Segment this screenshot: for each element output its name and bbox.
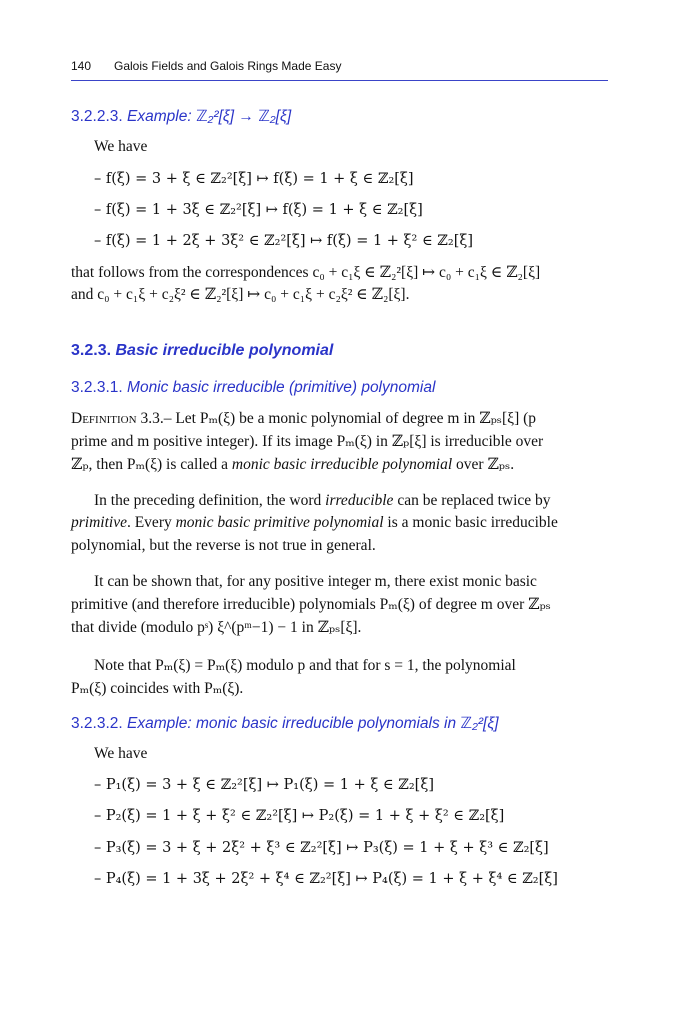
- paragraph-3-line-2: Pₘ(ξ) coincides with Pₘ(ξ).: [71, 680, 244, 697]
- subsection-3231-number: 3.2.3.1.: [71, 379, 123, 396]
- definition-line-2: prime and m positive integer). If its image Pₘ(ξ) in ℤₚ[ξ] is irreducible over: [71, 433, 544, 450]
- paragraph-1-term-primitive: primitive: [71, 514, 127, 531]
- section-323-number: 3.2.3.: [71, 342, 112, 359]
- example-3223-number: 3.2.2.3.: [71, 108, 123, 125]
- book-title: Galois Fields and Galois Rings Made Easy: [114, 59, 342, 73]
- paragraph-1-line-1: [94, 491, 551, 511]
- paragraph-1-term-irreducible: irreducible: [325, 492, 394, 509]
- example-3223-intro: We have: [94, 138, 148, 155]
- paragraph-1-text-a: In the preceding definition, the word: [94, 492, 326, 509]
- example-3223-follow-2: and c₀ + c₁ξ + c₂ξ² ∈ ℤ₂²[ξ] ↦ c₀ + c₁ξ + c₂ξ² ∈ ℤ₂[ξ].: [71, 286, 410, 303]
- example-3232-item-4: – P₄(ξ) = 1 + 3ξ + 2ξ² + ξ⁴ ∈ ℤ₂²[ξ] ↦ P₄(ξ) = 1 + ξ + ξ⁴ ∈ ℤ₂[ξ]: [94, 871, 558, 887]
- paragraph-1-text-d: is a monic basic irreducible: [383, 514, 558, 531]
- section-323-heading: [71, 341, 333, 361]
- example-3232-intro: We have: [94, 745, 148, 762]
- paragraph-2-line-1: It can be shown that, for any positive integer m, there exist monic basic: [94, 573, 537, 590]
- paragraph-1-text-b: can be replaced twice by: [393, 492, 551, 509]
- example-3223-item-1: – f(ξ) = 3 + ξ ∈ ℤ₂²[ξ] ↦ f(ξ) = 1 + ξ ∈ ℤ₂[ξ]: [94, 171, 414, 187]
- paragraph-1-line-2: [71, 513, 558, 533]
- definition-line-1: [71, 409, 536, 429]
- page-number: 140: [71, 59, 92, 73]
- definition-label: Definition: [71, 410, 137, 427]
- example-3232-heading: [71, 714, 499, 734]
- example-3232-title: Example: monic basic irreducible polynomials in ℤ₂²[ξ]: [127, 715, 499, 732]
- paragraph-1-line-3: polynomial, but the reverse is not true in general.: [71, 537, 376, 554]
- paragraph-1-term-monic-basic-primitive: monic basic primitive polynomial: [175, 514, 384, 531]
- example-3232-item-1: – P₁(ξ) = 3 + ξ ∈ ℤ₂²[ξ] ↦ P₁(ξ) = 1 + ξ ∈ ℤ₂[ξ]: [94, 777, 434, 793]
- paragraph-3-line-1: Note that Pₘ(ξ) = Pₘ(ξ) modulo p and that for s = 1, the polynomial: [94, 657, 516, 674]
- example-3223-item-2: – f(ξ) = 1 + 3ξ ∈ ℤ₂²[ξ] ↦ f(ξ) = 1 + ξ ∈ ℤ₂[ξ]: [94, 202, 423, 218]
- definition-line-3: [71, 455, 514, 475]
- definition-number: 3.3.–: [140, 410, 172, 427]
- section-323-title: Basic irreducible polynomial: [115, 342, 334, 359]
- definition-text-3b: over ℤₚₛ.: [452, 456, 515, 473]
- paragraph-2-line-2: primitive (and therefore irreducible) polynomials Pₘ(ξ) of degree m over ℤₚₛ: [71, 596, 551, 613]
- definition-text-3a: ℤₚ, then Pₘ(ξ) is called a: [71, 456, 232, 473]
- running-header: [71, 58, 608, 81]
- definition-text-1: Let Pₘ(ξ) be a monic polynomial of degree m in ℤₚₛ[ξ] (p: [175, 410, 537, 427]
- paragraph-2-line-3: that divide (modulo pˢ) ξ^(pᵐ−1) − 1 in ℤₚₛ[ξ].: [71, 619, 362, 636]
- example-3232-item-2: – P₂(ξ) = 1 + ξ + ξ² ∈ ℤ₂²[ξ] ↦ P₂(ξ) = 1 + ξ + ξ² ∈ ℤ₂[ξ]: [94, 808, 505, 824]
- example-3232-item-3: – P₃(ξ) = 3 + ξ + 2ξ² + ξ³ ∈ ℤ₂²[ξ] ↦ P₃(ξ) = 1 + ξ + ξ³ ∈ ℤ₂[ξ]: [94, 840, 549, 856]
- example-3223-follow-1: that follows from the correspondences c₀ + c₁ξ ∈ ℤ₂²[ξ] ↦ c₀ + c₁ξ ∈ ℤ₂[ξ]: [71, 264, 541, 281]
- subsection-3231-heading: [71, 378, 435, 398]
- example-3223-heading: [71, 107, 291, 127]
- example-3223-title: Example: ℤ₂²[ξ] → ℤ₂[ξ]: [127, 108, 292, 125]
- example-3232-number: 3.2.3.2.: [71, 715, 123, 732]
- definition-term: monic basic irreducible polynomial: [231, 456, 453, 473]
- subsection-3231-title: Monic basic irreducible (primitive) polynomial: [127, 379, 436, 396]
- example-3223-item-3: – f(ξ) = 1 + 2ξ + 3ξ² ∈ ℤ₂²[ξ] ↦ f(ξ) = 1 + ξ² ∈ ℤ₂[ξ]: [94, 233, 473, 249]
- paragraph-1-text-c: . Every: [126, 514, 176, 531]
